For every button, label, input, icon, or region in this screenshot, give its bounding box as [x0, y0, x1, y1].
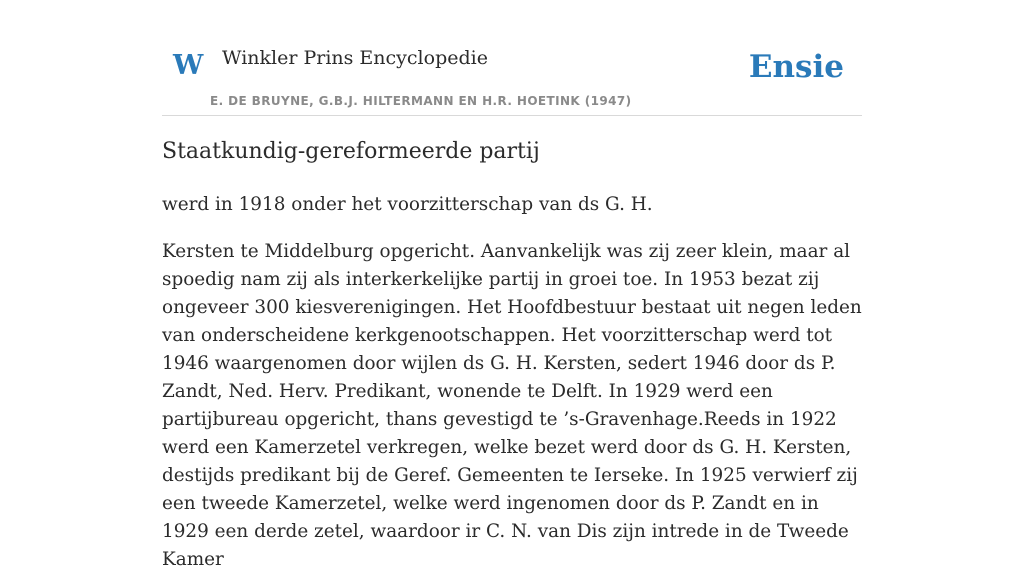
- ensie-logo-link[interactable]: Ensie: [748, 49, 844, 85]
- book-authors: E. DE BRUYNE, G.B.J. HILTERMANN EN H.R. HOETINK (1947): [210, 94, 632, 108]
- article-content: [162, 138, 862, 574]
- article-paragraph-2: Kersten te Middelburg opgericht. Aanvankelijk was zij zeer klein, maar al spoedig nam zij als interkerkelijke partij in groei toe. In 1953 bezat zij ongeveer 300 kiesverenigingen. Het Hoofdbestuur bestaat uit negen leden van onderscheidene kerkgenootschappen. Het voorzitterschap werd tot 1946 waargenomen door wijlen ds G. H. Kersten, sedert 1946 door ds P. Zandt, Ned. Herv. Predikant, wonende te Delft. In 1929 werd een partijbureau opgericht, thans gevestigd te ’s-Gravenhage.Reeds in 1922 werd een Kamerzetel verkregen, welke bezet werd door ds G. H. Kersten, destijds predikant bij de Geref. Gemeenten te Ierseke. In 1925 verwierf zij een tweede Kamerzetel, welke werd ingenomen door ds P. Zandt en in 1929 een derde zetel, waardoor ir C. N. van Dis zijn intrede in de Tweede Kamer: [162, 240, 862, 570]
- winkler-prins-logo[interactable]: W: [173, 50, 204, 81]
- book-title[interactable]: Winkler Prins Encyclopedie: [222, 47, 488, 69]
- article-title: Staatkundig-gereformeerde partij: [162, 139, 540, 164]
- site-header: [162, 40, 862, 116]
- article-paragraph-1: werd in 1918 onder het voorzitterschap van ds G. H.: [162, 193, 653, 215]
